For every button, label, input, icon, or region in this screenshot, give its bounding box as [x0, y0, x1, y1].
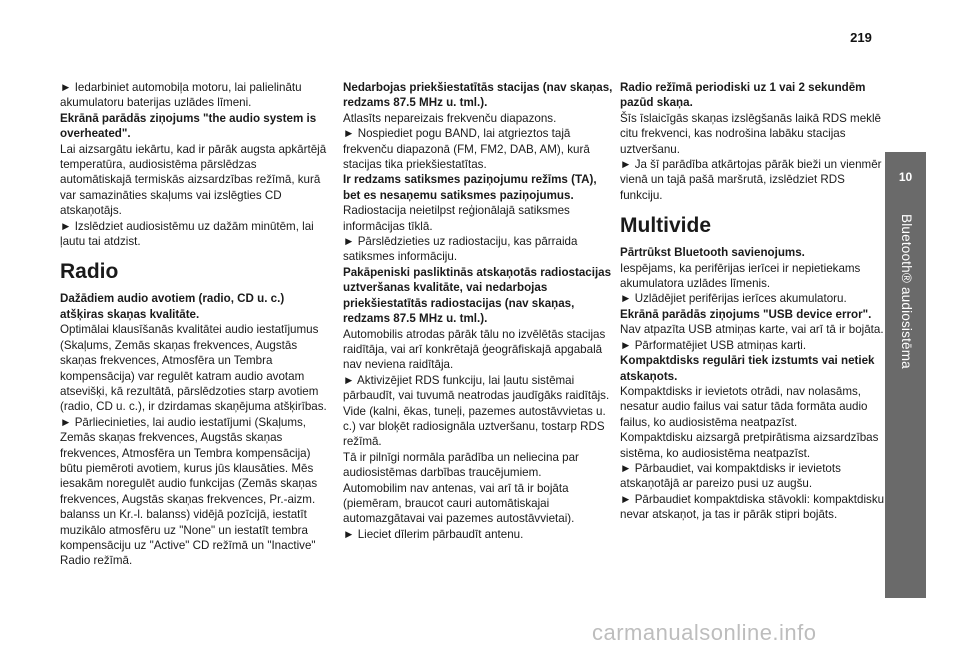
chapter-side-tab [885, 152, 926, 598]
paragraph: ► Ja šī parādība atkārtojas pārāk bieži un vienmēr vienā un tajā pašā maršrutā, izslēdziet RDS funkciju. [620, 158, 882, 202]
paragraph: ► Iedarbiniet automobiļa motoru, lai palielinātu akumulatoru baterijas uzlādes līmeni. [60, 81, 302, 110]
paragraph: Vide (kalni, ēkas, tuneļi, pazemes autostāvvietas u. c.) var bloķēt radiosignāla uztveršanu, tostarp RDS režīmā. [343, 404, 606, 449]
section-heading-multivide: Multivide [620, 214, 712, 238]
paragraph: Atlasīts nepareizais frekvenču diapazons. [343, 111, 557, 125]
paragraph: ► Pārslēdzieties uz radiostaciju, kas pārraida satiksmes informāciju. [343, 235, 578, 264]
paragraph: ► Aktivizējiet RDS funkciju, lai ļautu sistēmai pārbaudīt, vai tuvumā neatrodas jaudīgāks raidītājs. [343, 373, 610, 403]
paragraph: Iespējams, ka perifērijas ierīcei ir nepietiekams akumulatora uzlādes līmenis. [620, 261, 861, 291]
paragraph: ► Lieciet dīlerim pārbaudīt antenu. [343, 527, 524, 541]
paragraph: Automobilis atrodas pārāk tālu no izvēlētās stacijas raidītāja, vai arī konkrētajā ģeogrāfiskajā apgabalā nav neviena raidītāja. [343, 327, 606, 372]
section-heading-radio: Radio [60, 260, 119, 284]
paragraph: ► Pārbaudiet, vai kompaktdisks ir ievietots atskaņotājā ar pareizo pusi uz augšu. [620, 461, 841, 491]
chapter-title: Bluetooth® audiosistēma [899, 214, 914, 369]
watermark-text: carmanualsonline.info [592, 620, 817, 645]
paragraph: ► Uzlādējiet perifērijas ierīces akumulatoru. [620, 292, 847, 306]
text-column-3 [620, 80, 890, 523]
paragraph: Lai aizsargātu iekārtu, kad ir pārāk augsta apkārtējā temperatūra, audiosistēma pārslēdzas automātiskajā termiskās aizsardzības režīmā, kurā var samazināties skaļums vai izslēgties CD atskaņotājs. [60, 142, 327, 218]
issue-heading: Ekrānā parādās ziņojums "the audio system is overheated". [60, 111, 317, 141]
paragraph: ► Nospiediet pogu BAND, lai atgrieztos tajā frekvenču diapazonā (FM, FM2, DAB, AM), kurā stacijas tika priekšiestatītas. [343, 127, 590, 172]
paragraph: ► Izslēdziet audiosistēmu uz dažām minūtēm, lai ļautu tai atdzist. [60, 219, 314, 249]
paragraph: ► Pārformatējiet USB atmiņas karti. [620, 338, 807, 352]
paragraph: Šīs īslaicīgās skaņas izslēgšanās laikā RDS meklē citu frekvenci, kas nodrošina labāku stacijas uztveršanu. [620, 111, 881, 156]
page-number: 219 [850, 30, 872, 45]
paragraph: Automobilim nav antenas, vai arī tā ir bojāta (piemēram, braucot cauri automātiskajai automazgātavai vai pazemes autostāvvietai). [343, 481, 575, 526]
paragraph: Nav atpazīta USB atmiņas karte, vai arī tā ir bojāta. [620, 323, 884, 337]
paragraph: ► Pārliecinieties, lai audio iestatījumi (Skaļums, Zemās skaņas frekvences, Augstās skaņas frekvences, Atmosfēra un Tembra kompensācija) būtu piemēroti avotiem, kurus jūs klausāties. Mēs iesakām noregulēt audio funkcijas (Zemās skaņas frekvences, Augstās skaņas frekvences, Pr.-aizm. balanss un Kr.-l. balanss) vidējā pozīcijā, iestatīt muzikālo atmosfēru uz "None" un iestatīt tembra kompensāciju uz "Active" CD režīmā un "Inactive" Radio režīmā. [60, 415, 318, 568]
paragraph: Kompaktdisku aizsargā pretpirātisma aizsardzības sistēma, ko audiosistēma neatpazīst. [620, 431, 879, 460]
issue-heading: Radio režīmā periodiski uz 1 vai 2 sekundēm pazūd skaņa. [620, 81, 866, 110]
issue-heading: Dažādiem audio avotiem (radio, CD u. c.) atšķiras skaņas kvalitāte. [60, 292, 285, 321]
text-column-1 [60, 80, 330, 569]
paragraph: Optimālai klausīšanās kvalitātei audio iestatījumus (Skaļums, Zemās skaņas frekvences, Augstās skaņas frekvences, Atmosfēra un Tembra kompensācija) var regulēt katram audio avotam atsevišķi, kā rezultātā, pārslēdzoties starp avotiem (radio, CD u. c.), ir dzirdamas skaņējuma atšķirības. [60, 323, 327, 414]
chapter-number: 10 [898, 170, 913, 184]
paragraph: Kompaktdisks ir ievietots otrādi, nav nolasāms, nesatur audio failus vai satur tāda formāta audio failus, ko audiosistēma neatpazīst. [620, 384, 868, 429]
issue-heading: Kompaktdisks regulāri tiek izstumts vai netiek atskaņots. [620, 354, 875, 383]
issue-heading: Ir redzams satiksmes paziņojumu režīms (TA), bet es nesaņemu satiksmes paziņojumus. [343, 173, 597, 202]
issue-heading: Pārtrūkst Bluetooth savienojums. [620, 246, 805, 260]
paragraph: Radiostacija neietilpst reģionālajā satiksmes informācijas tīklā. [343, 204, 570, 233]
issue-heading: Nedarbojas priekšiestatītās stacijas (nav skaņas, redzams 87.5 MHz u. tml.). [343, 81, 613, 110]
paragraph: Tā ir pilnīgi normāla parādība un neliecina par audiosistēmas darbības traucējumiem. [343, 450, 579, 480]
text-column-2 [343, 80, 613, 542]
issue-heading: Ekrānā parādās ziņojums "USB device error". [620, 307, 872, 321]
paragraph: ► Pārbaudiet kompaktdiska stāvokli: kompaktdisku nevar atskaņot, ja tas ir pārāk stipri bojāts. [620, 492, 885, 522]
issue-heading: Pakāpeniski pasliktinās atskaņotās radiostacijas uztveršanas kvalitāte, vai nedarbojas priekšiestatītās radiostacijas (nav skaņas, redzams 87.5 MHz u. tml.). [343, 265, 612, 326]
